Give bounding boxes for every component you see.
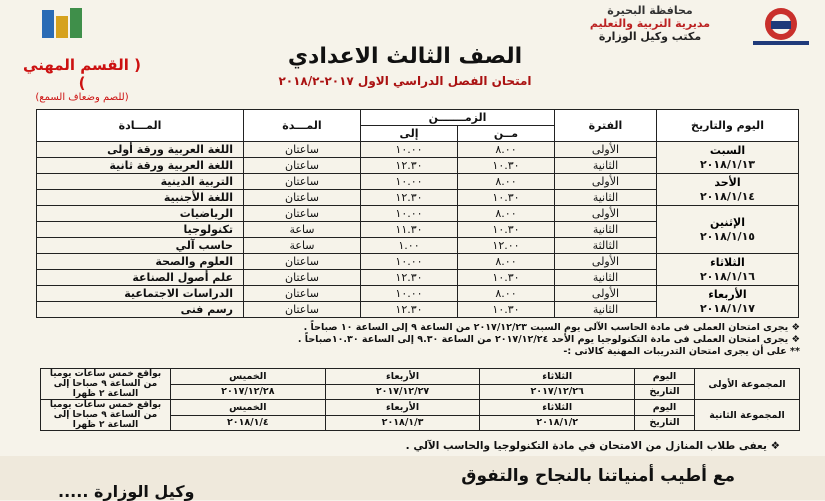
to-cell: ١٢.٣٠ bbox=[361, 270, 458, 286]
subject-cell: اللغة العربية ورقة ثانية bbox=[37, 158, 244, 174]
group-day: الخميس bbox=[171, 400, 326, 416]
day-cell bbox=[657, 142, 799, 174]
subject-cell: الرياضيات bbox=[37, 206, 244, 222]
to-cell: ١٠.٠٠ bbox=[361, 174, 458, 190]
duration-cell: ساعتان bbox=[244, 286, 361, 302]
ministry-logo-icon bbox=[745, 4, 817, 48]
group-name: المجموعة الأولى bbox=[695, 369, 800, 400]
header-time: الزمـــــــن bbox=[361, 110, 555, 126]
group-date: ٢٠١٨/١/٣ bbox=[325, 415, 480, 431]
period-cell: الثانية bbox=[555, 270, 657, 286]
duration-cell: ساعتان bbox=[244, 206, 361, 222]
header-from: مــن bbox=[458, 126, 555, 142]
page-subtitle: امتحان الفصل الدراسي الاول ٢٠١٧-٢٠١٨/٢ bbox=[278, 74, 532, 88]
subject-cell: الدراسات الاجتماعية bbox=[37, 286, 244, 302]
period-cell: الثانية bbox=[555, 222, 657, 238]
notes-block bbox=[40, 322, 800, 358]
department-name: ( القسم المهني ) bbox=[23, 56, 141, 92]
group-name: المجموعة الثانية bbox=[695, 400, 800, 431]
period-cell: الأولى bbox=[555, 286, 657, 302]
group-day: الثلاثاء bbox=[480, 400, 635, 416]
duration-cell: ساعتان bbox=[244, 270, 361, 286]
header-period: الفترة bbox=[555, 110, 657, 142]
table-row bbox=[37, 254, 799, 270]
group-day-label: اليوم bbox=[635, 369, 695, 385]
to-cell: ١٠.٠٠ bbox=[361, 286, 458, 302]
day-name: الأحد bbox=[714, 175, 741, 189]
duration-cell: ساعتان bbox=[244, 190, 361, 206]
footer-signature: وكيل الوزارة ..... bbox=[58, 482, 195, 501]
day-name: الثلاثاء bbox=[710, 255, 745, 269]
department-box bbox=[22, 56, 142, 103]
group-date: ٢٠١٨/١/٤ bbox=[171, 415, 326, 431]
to-cell: ١.٠٠ bbox=[361, 238, 458, 254]
duration-cell: ساعتان bbox=[244, 254, 361, 270]
table-row bbox=[37, 286, 799, 302]
day-date: ٢٠١٨/١/١٤ bbox=[699, 189, 756, 203]
table-row bbox=[37, 174, 799, 190]
to-cell: ١٢.٣٠ bbox=[361, 158, 458, 174]
duration-cell: ساعتان bbox=[244, 158, 361, 174]
group-date: ٢٠١٧/١٢/٢٦ bbox=[480, 384, 635, 400]
page-title: الصف الثالث الاعدادي bbox=[287, 44, 523, 69]
group-day: الخميس bbox=[171, 369, 326, 385]
day-name: الأربعاء bbox=[708, 287, 747, 301]
from-cell: ١٠.٣٠ bbox=[458, 222, 555, 238]
group-date-label: التاريخ bbox=[635, 415, 695, 431]
to-cell: ١٠.٠٠ bbox=[361, 206, 458, 222]
subject-cell: العلوم والصحة bbox=[37, 254, 244, 270]
day-cell bbox=[657, 206, 799, 254]
period-cell: الأولى bbox=[555, 142, 657, 158]
table-row bbox=[41, 369, 800, 385]
day-name: الإثنين bbox=[710, 215, 745, 229]
day-name: السبت bbox=[709, 143, 746, 157]
header-duration: المـــدة bbox=[244, 110, 361, 142]
duration-cell: ساعتان bbox=[244, 142, 361, 158]
directorate-label: مديرية التربية والتعليم bbox=[589, 17, 711, 30]
period-cell: الثانية bbox=[555, 190, 657, 206]
to-cell: ١٠.٠٠ bbox=[361, 254, 458, 270]
period-cell: الثانية bbox=[555, 302, 657, 318]
day-cell bbox=[657, 174, 799, 206]
group-day-label: اليوم bbox=[635, 400, 695, 416]
footer-wish: مع أطيب أمنياتنا بالنجاح والتفوق bbox=[461, 466, 735, 486]
header-subject: المـــادة bbox=[37, 110, 244, 142]
group-date-label: التاريخ bbox=[635, 384, 695, 400]
header-block bbox=[555, 4, 745, 43]
duration-cell: ساعتان bbox=[244, 302, 361, 318]
group-hours: بواقع خمس ساعات يوميا من الساعة ٩ صباحا إلى الساعة ٢ ظهرا bbox=[41, 400, 171, 431]
from-cell: ٨.٠٠ bbox=[458, 142, 555, 158]
office-label: مكتب وكيل الوزارة bbox=[598, 30, 702, 43]
subject-cell: اللغة الأجنبية bbox=[37, 190, 244, 206]
from-cell: ٨.٠٠ bbox=[458, 174, 555, 190]
note-exempt: ❖ يعفى طلاب المنازل من الامتحان في مادة التكنولوجيا والحاسب الآلي . bbox=[405, 440, 780, 452]
subject-cell: رسم فنى bbox=[37, 302, 244, 318]
table-row bbox=[37, 206, 799, 222]
note-computer: ❖ يجرى امتحان العملى فى مادة الحاسب الآلى يوم السبت ٢٠١٧/١٢/٢٣ من الساعة ٩ إلى الساعة ١٠ صباحاً . bbox=[303, 322, 800, 333]
to-cell: ١٢.٣٠ bbox=[361, 190, 458, 206]
group-date: ٢٠١٨/١/٢ bbox=[480, 415, 635, 431]
from-cell: ٨.٠٠ bbox=[458, 286, 555, 302]
group-day: الثلاثاء bbox=[480, 369, 635, 385]
day-cell bbox=[657, 286, 799, 318]
to-cell: ١٢.٣٠ bbox=[361, 302, 458, 318]
from-cell: ٨.٠٠ bbox=[458, 254, 555, 270]
subject-cell: اللغة العربية ورقة أولى bbox=[37, 142, 244, 158]
to-cell: ١٠.٠٠ bbox=[361, 142, 458, 158]
period-cell: الأولى bbox=[555, 174, 657, 190]
day-date: ٢٠١٨/١/١٥ bbox=[699, 229, 756, 243]
note-vocational: ** على أن يجرى امتحان التدريبات المهنية كالاتى :- bbox=[563, 346, 800, 357]
group-date: ٢٠١٧/١٢/٢٧ bbox=[325, 384, 480, 400]
period-cell: الأولى bbox=[555, 206, 657, 222]
table-row bbox=[37, 142, 799, 158]
from-cell: ١٠.٣٠ bbox=[458, 270, 555, 286]
groups-table bbox=[40, 368, 800, 431]
subject-cell: التربية الدينية bbox=[37, 174, 244, 190]
duration-cell: ساعة bbox=[244, 222, 361, 238]
subject-cell: تكنولوجيا bbox=[37, 222, 244, 238]
period-cell: الثانية bbox=[555, 158, 657, 174]
duration-cell: ساعتان bbox=[244, 174, 361, 190]
group-day: الأربعاء bbox=[325, 369, 480, 385]
to-cell: ١١.٣٠ bbox=[361, 222, 458, 238]
from-cell: ١٠.٣٠ bbox=[458, 190, 555, 206]
day-cell bbox=[657, 254, 799, 286]
footer bbox=[0, 456, 825, 500]
from-cell: ٨.٠٠ bbox=[458, 206, 555, 222]
from-cell: ١٠.٣٠ bbox=[458, 302, 555, 318]
period-cell: الأولى bbox=[555, 254, 657, 270]
governorate-logo-icon bbox=[38, 6, 88, 42]
header-to: إلى bbox=[361, 126, 458, 142]
schedule-table bbox=[36, 109, 799, 318]
header-day: اليوم والتاريخ bbox=[657, 110, 799, 142]
subject-cell: حاسب آلي bbox=[37, 238, 244, 254]
note-technology: ❖ يجرى امتحان العملى فى مادة التكنولوجيا يوم الأحد ٢٠١٧/١٢/٢٤ من الساعة ٩.٣٠ إلى الساعة ١٠.٣٠صباحاً . bbox=[297, 334, 800, 345]
from-cell: ١٠.٣٠ bbox=[458, 158, 555, 174]
period-cell: الثالثة bbox=[555, 238, 657, 254]
department-sub: (للصم وضعاف السمع) bbox=[35, 92, 129, 103]
group-hours: بواقع خمس ساعات يوميا من الساعة ٩ صباحا إلى الساعة ٢ ظهرا bbox=[41, 369, 171, 400]
day-date: ٢٠١٨/١/١٧ bbox=[699, 301, 756, 315]
table-row bbox=[41, 400, 800, 416]
day-date: ٢٠١٨/١/١٦ bbox=[699, 269, 756, 283]
duration-cell: ساعة bbox=[244, 238, 361, 254]
governorate-label: محافظة البحيرة bbox=[607, 4, 693, 17]
group-day: الأربعاء bbox=[325, 400, 480, 416]
subject-cell: علم أصول الصناعة bbox=[37, 270, 244, 286]
day-date: ٢٠١٨/١/١٣ bbox=[699, 157, 756, 171]
group-date: ٢٠١٧/١٢/٢٨ bbox=[171, 384, 326, 400]
from-cell: ١٢.٠٠ bbox=[458, 238, 555, 254]
